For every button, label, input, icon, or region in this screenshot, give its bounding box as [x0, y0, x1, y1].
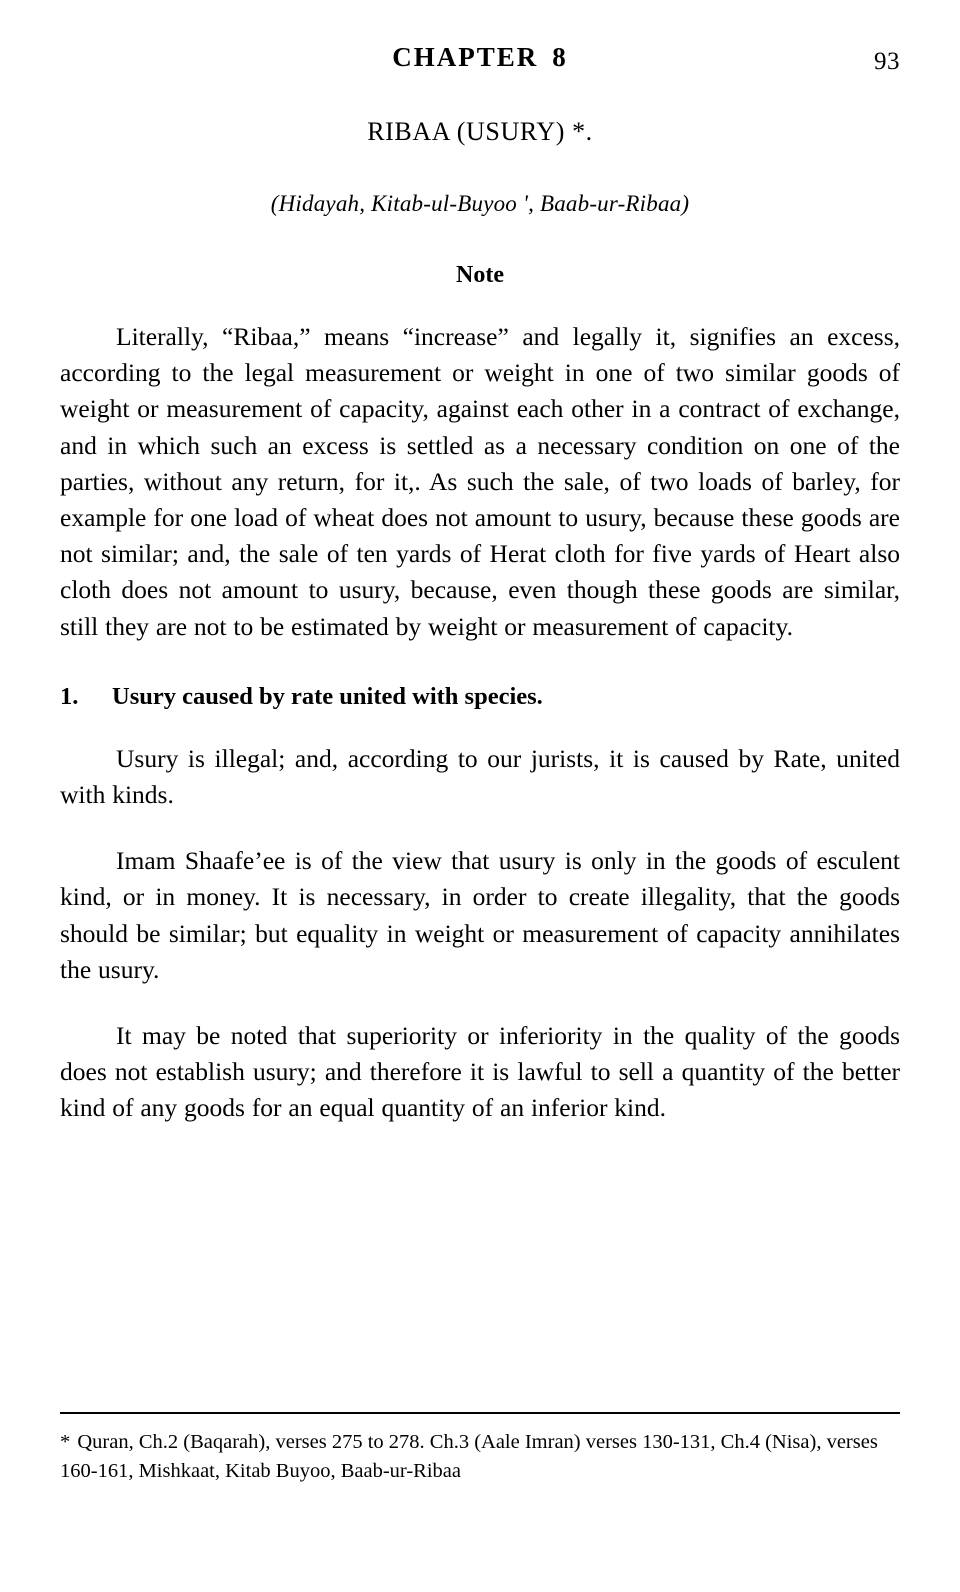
section-title: Usury caused by rate united with species. [112, 682, 543, 710]
paragraph-three: Imam Shaafe’ee is of the view that usury is only in the goods of esculent kind, or in money. It is necessary, in order to create illegality, that the goods should be similar; but equality in weight or measurement of capacity annihilates the usury. [60, 846, 900, 984]
footnote-text: Quran, Ch.2 (Baqarah), verses 275 to 278. Ch.3 (Aale Imran) verses 130-131, Ch.4 (Nisa), verses 160-161, Mishkaat, Kitab Buyoo, Baab-ur-Ribaa [60, 1430, 878, 1483]
page-number: 93 [874, 48, 900, 75]
chapter-label: CHAPTER [392, 42, 539, 72]
paragraph-two: Usury is illegal; and, according to our jurists, it is caused by Rate, united with kinds. [60, 743, 900, 810]
footnote-marker: * [60, 1430, 71, 1453]
footnote [60, 1428, 902, 1487]
document-page [0, 42, 960, 1592]
paragraph-four: It may be noted that superiority or inferiority in the quality of the goods does not establish usury; and therefore it is lawful to sell a quantity of the better kind of any goods for an equal quantity of an inferior kind. [60, 1021, 900, 1123]
paragraph-intro: Literally, “Ribaa,” means “increase” and legally it, signifies an excess, according to the legal measurement or weight in one of two similar goods of weight or measurement of capacity, against each other in a contract of exchange, and in which such an excess is settled as a necessary condition on one of the parties, without any return, for it,. As such the sale, of two loads of barley, for example for one load of wheat does not amount to usury, because these goods are not similar; and, the sale of ten yards of Herat cloth for five yards of Heart also cloth does not amount to usury, because, even though these goods are similar, still they are not to be estimated by weight or measurement of capacity. [60, 322, 900, 641]
chapter-heading [60, 42, 900, 73]
footnote-divider [60, 1412, 900, 1414]
chapter-number: 8 [552, 42, 568, 72]
note-heading: Note [456, 262, 504, 288]
source-citation: (Hidayah, Kitab-ul-Buyoo ', Baab-ur-Ribaa) [270, 191, 690, 216]
page-title: RIBAA (USURY) *. [367, 117, 593, 146]
section-number: 1. [60, 682, 79, 710]
section-heading-1 [60, 683, 900, 711]
